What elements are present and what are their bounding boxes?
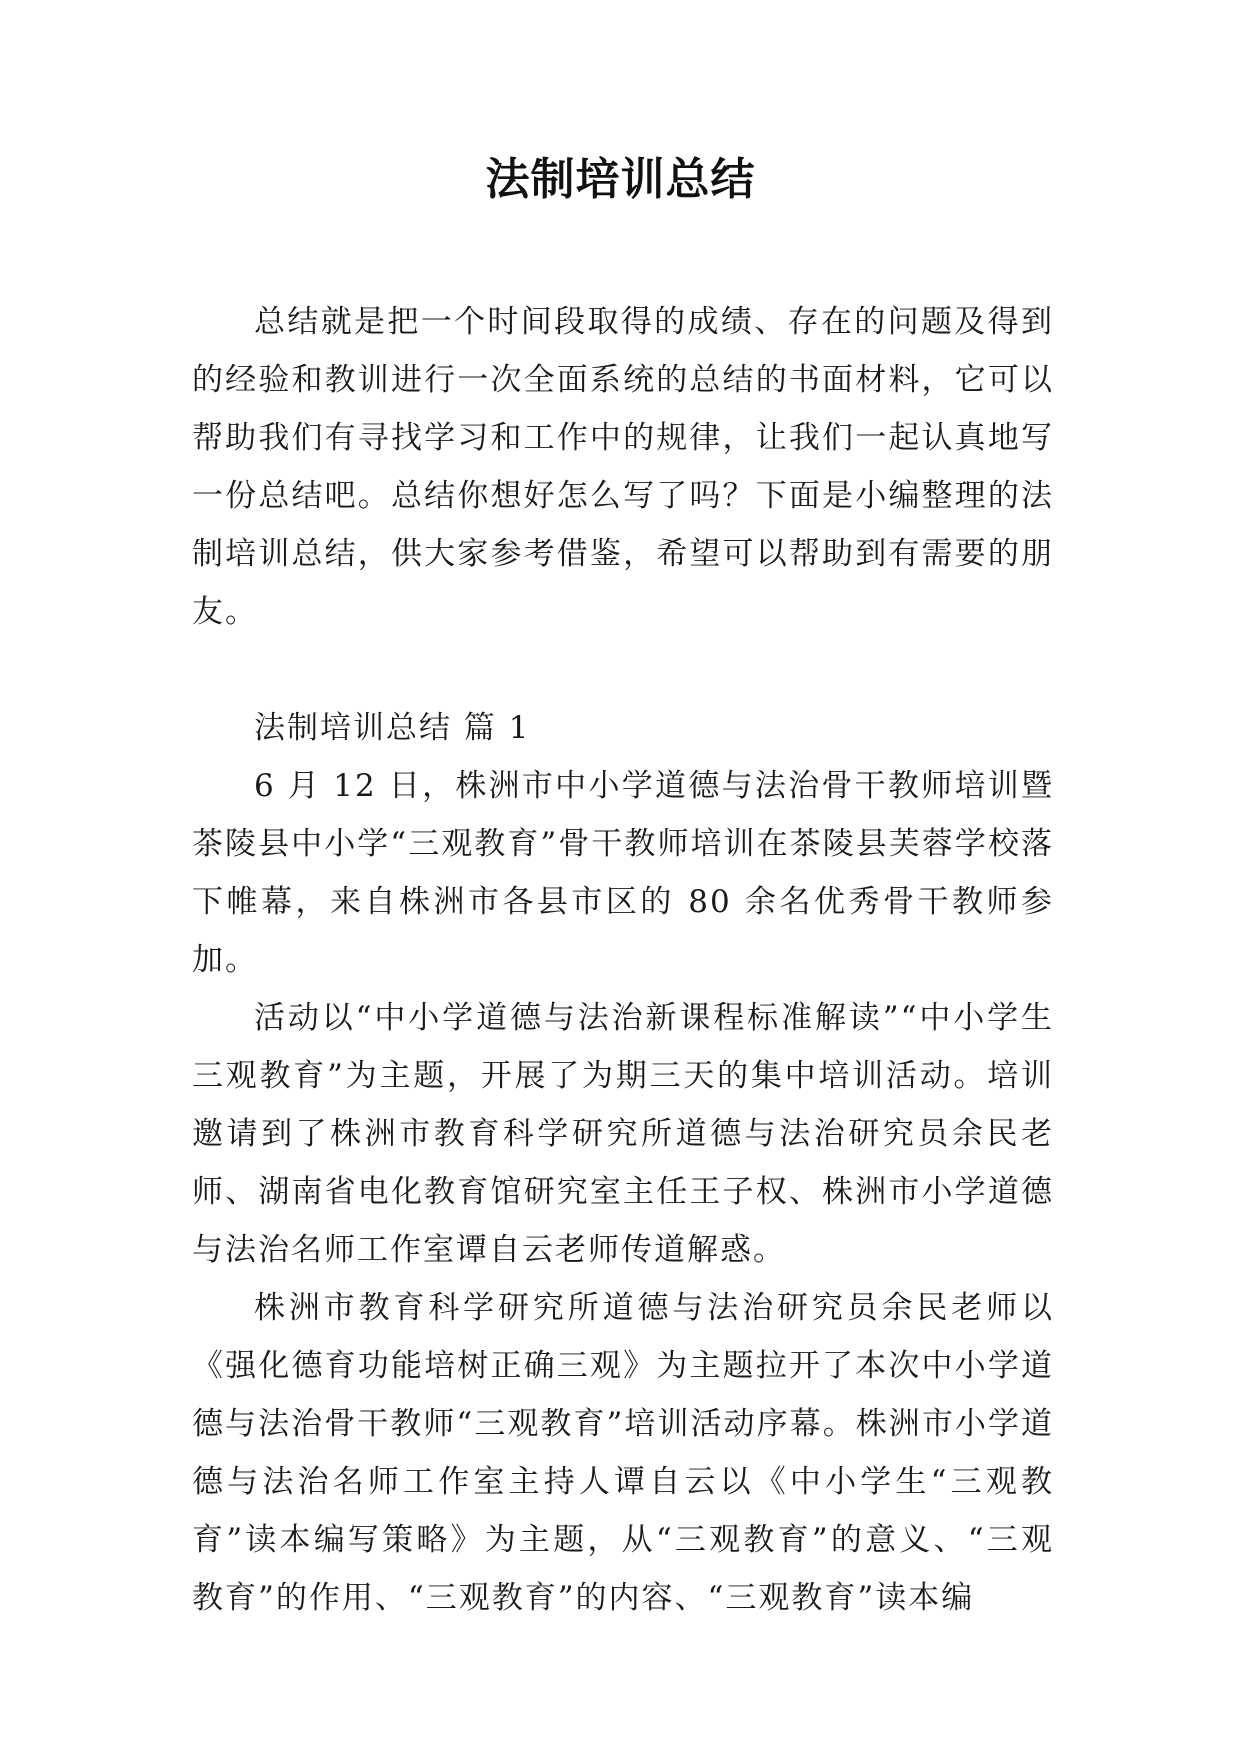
document-title: 法制培训总结 (485, 154, 756, 205)
intro-paragraph: 总结就是把一个时间段取得的成绩、存在的问题及得到的经验和教训进行一次全面系统的总结的书面材料，它可以帮助我们有寻找学习和工作中的规律，让我们一起认真地写一份总结吧。总结你想好怎么写了吗？下面是小编整理的法制培训总结，供大家参考借鉴，希望可以帮助到有需要的朋友。 (192, 304, 1054, 630)
body-paragraph: 株洲市教育科学研究所道德与法治研究员余民老师以《强化德育功能培树正确三观》为主题拉开了本次中小学道德与法治骨干教师“三观教育”培训活动序幕。株洲市小学道德与法治名师工作室主持人谭自云以《中小学生“三观教育”读本编写策略》为主题，从“三观教育”的意义、“三观教育”的作用、“三观教育”的内容、“三观教育”读本编 (192, 1290, 1054, 1616)
body-paragraph: 6 月 12 日，株洲市中小学道德与法治骨干教师培训暨茶陵县中小学“三观教育”骨干教师培训在茶陵县芙蓉学校落下帷幕，来自株洲市各县市区的 80 余名优秀骨干教师参加。 (192, 768, 1054, 978)
body-paragraph: 活动以“中小学道德与法治新课程标准解读”“中小学生三观教育”为主题，开展了为期三天的集中培训活动。培训邀请到了株洲市教育科学研究所道德与法治研究员余民老师、湖南省电化教育馆研究室主任王子权、株洲市小学道德与法治名师工作室谭自云老师传道解惑。 (192, 1000, 1054, 1268)
document-body (192, 293, 1054, 1627)
section-heading: 法制培训总结 篇 1 (254, 710, 531, 746)
